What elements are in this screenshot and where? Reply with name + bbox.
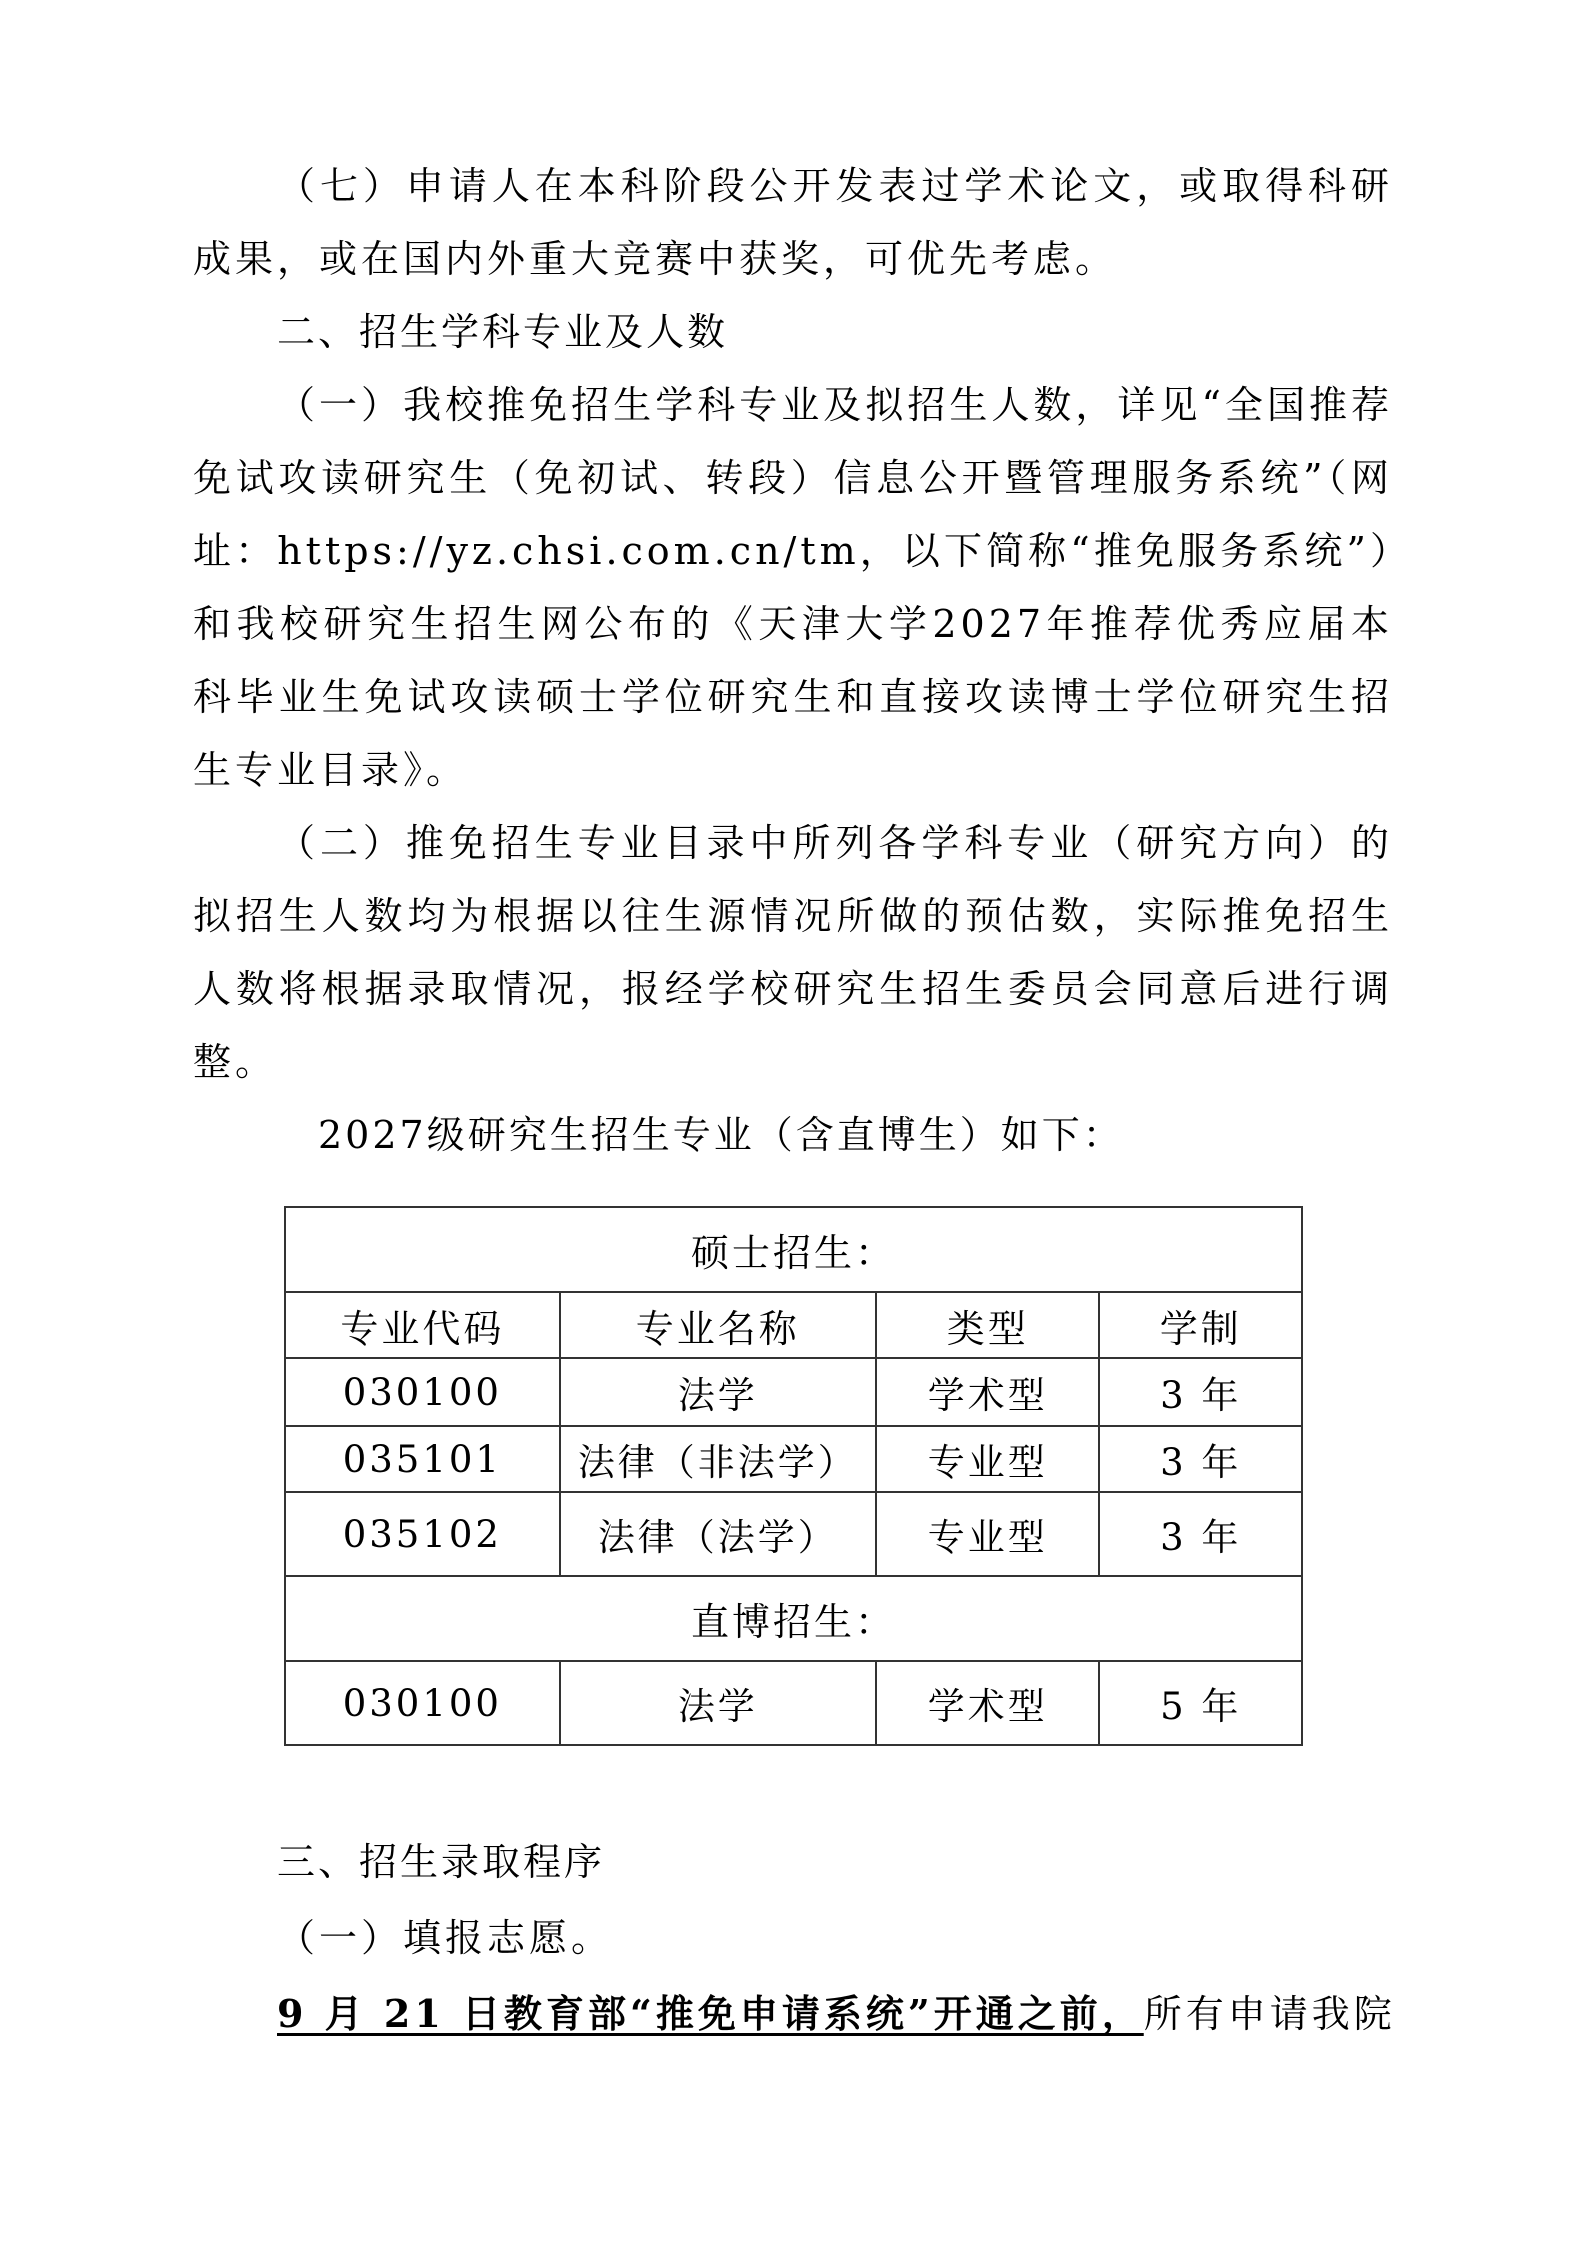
- cell-code: 030100: [285, 1358, 560, 1426]
- deadline-paragraph: [193, 1976, 1396, 2052]
- cell-name: 法律（法学）: [560, 1492, 876, 1576]
- document-body: [193, 150, 1393, 1172]
- paragraph-item7: （七）申请人在本科阶段公开发表过学术论文，或取得科研成果，或在国内外重大竞赛中获奖，可优先考虑。: [193, 164, 1393, 281]
- cell-code: 035101: [285, 1426, 560, 1492]
- cell-duration: 5 年: [1099, 1661, 1302, 1745]
- majors-table: [284, 1206, 1303, 1746]
- cell-code: 035102: [285, 1492, 560, 1576]
- section-heading-3: 三、招生录取程序: [277, 1840, 606, 1884]
- table-row: [285, 1492, 1302, 1576]
- paragraph-item2: （二）推免招生专业目录中所列各学科专业（研究方向）的拟招生人数均为根据以往生源情况所做的预估数，实际推免招生人数将根据录取情况，报经学校研究生招生委员会同意后进行调整。: [193, 821, 1393, 1084]
- master-section-title: 硕士招生：: [285, 1207, 1302, 1292]
- cell-name: 法学: [560, 1358, 876, 1426]
- deadline-tail: 所有申请我院: [1143, 1992, 1396, 2036]
- cell-type: 专业型: [876, 1492, 1099, 1576]
- table-row: [285, 1426, 1302, 1492]
- table-caption: 2027级研究生招生专业（含直博生）如下：: [318, 1113, 1124, 1157]
- table-row: [285, 1358, 1302, 1426]
- header-type: 类型: [876, 1292, 1099, 1358]
- phd-section-title: 直博招生：: [285, 1576, 1302, 1661]
- subheading-fill-application: （一）填报志愿。: [277, 1916, 614, 1960]
- header-code: 专业代码: [285, 1292, 560, 1358]
- cell-type: 学术型: [876, 1358, 1099, 1426]
- header-duration: 学制: [1099, 1292, 1302, 1358]
- cell-code: 030100: [285, 1661, 560, 1745]
- cell-name: 法律（非法学）: [560, 1426, 876, 1492]
- header-name: 专业名称: [560, 1292, 876, 1358]
- cell-duration: 3 年: [1099, 1426, 1302, 1492]
- cell-type: 学术型: [876, 1661, 1099, 1745]
- cell-name: 法学: [560, 1661, 876, 1745]
- paragraph-item1: （一）我校推免招生学科专业及拟招生人数，详见“全国推荐免试攻读研究生（免初试、转段）信息公开暨管理服务系统”（网址：https://yz.chsi.com.cn/tm，以下简称“推免服务系统”）和我校研究生招生网公布的《天津大学2027年推荐优秀应届本科毕业生免试攻读硕士学位研究生和直接攻读博士学位研究生招生专业目录》。: [193, 383, 1393, 792]
- procedure-section: [193, 1824, 1396, 2052]
- section-heading-2: 二、招生学科专业及人数: [277, 310, 729, 354]
- table-row: [285, 1661, 1302, 1745]
- cell-type: 专业型: [876, 1426, 1099, 1492]
- cell-duration: 3 年: [1099, 1358, 1302, 1426]
- cell-duration: 3 年: [1099, 1492, 1302, 1576]
- deadline-emphasis: 9 月 21 日教育部“推免申请系统”开通之前，: [277, 1991, 1144, 2036]
